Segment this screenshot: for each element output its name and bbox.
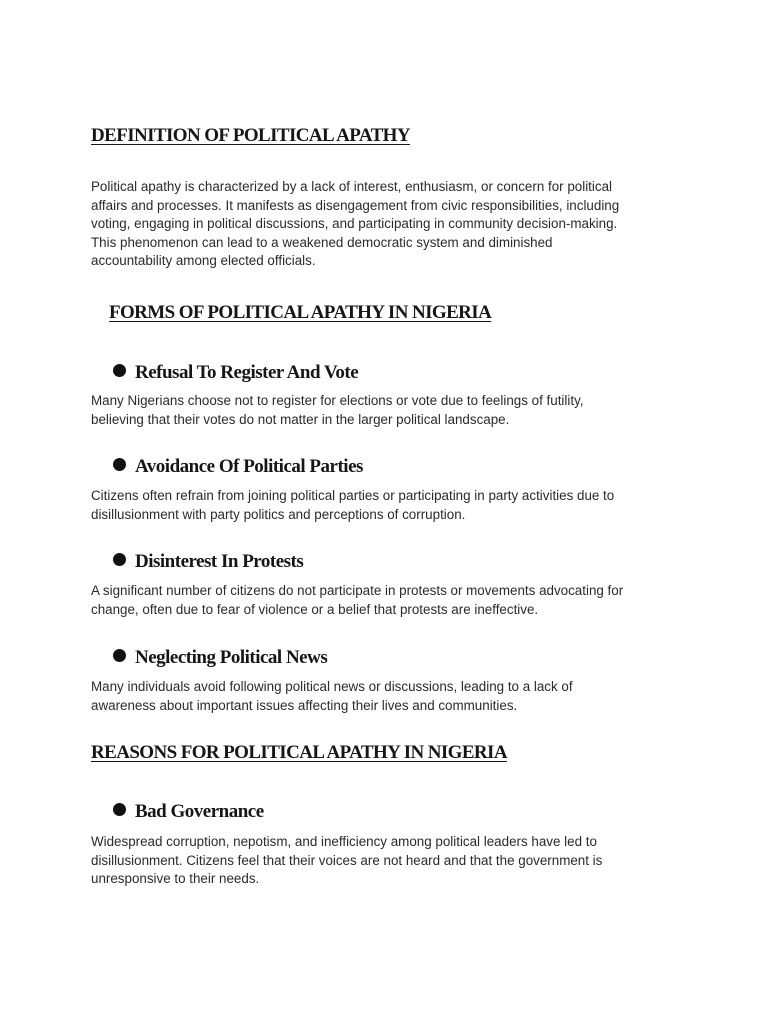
paragraph-line: awareness about important issues affecting their lives and communities.: [91, 697, 518, 713]
paragraph-line: Political apathy is characterized by a lack of interest, enthusiasm, or concern for political: [91, 179, 612, 194]
bullet-icon: [113, 458, 126, 471]
form-item-title: [113, 362, 358, 384]
form-item-title-text: Neglecting Political News: [135, 647, 328, 668]
paragraph-line: Many individuals avoid following political news or discussions, leading to a lack of: [91, 679, 573, 694]
paragraph-line: disillusionment with party politics and perceptions of corruption.: [91, 506, 466, 522]
paragraph-line: Widespread corruption, nepotism, and inefficiency among political leaders have led to: [91, 834, 597, 849]
form-item-title-text: Avoidance Of Political Parties: [135, 456, 363, 477]
form-item-title-text: Disinterest In Protests: [135, 551, 304, 572]
form-item-title: [113, 551, 303, 573]
paragraph-line: believing that their votes do not matter in the larger political landscape.: [91, 411, 510, 427]
paragraph-line: Many Nigerians choose not to register for elections or vote due to feelings of futility,: [91, 393, 584, 408]
paragraph-line: unresponsive to their needs.: [91, 871, 260, 886]
form-item-title-text: Refusal To Register And Vote: [135, 362, 359, 383]
bullet-icon: [113, 553, 126, 566]
reasons-heading: REASONS FOR POLITICAL APATHY IN NIGERIA: [91, 742, 507, 763]
form-item-description: [91, 582, 691, 619]
form-item-title: [113, 647, 327, 669]
forms-heading: FORMS OF POLITICAL APATHY IN NIGERIA: [109, 302, 492, 323]
definition-heading: DEFINITION OF POLITICAL APATHY: [91, 125, 410, 146]
bullet-icon: [113, 364, 126, 377]
paragraph-line: A significant number of citizens do not participate in protests or movements advocating for: [91, 583, 624, 598]
reason-item-title: [113, 801, 264, 823]
bullet-icon: [113, 803, 126, 816]
reason-item-title-text: Bad Governance: [135, 801, 264, 822]
paragraph-line: Citizens often refrain from joining political parties or participating in party activities due to: [91, 488, 615, 503]
definition-paragraph: [91, 178, 691, 271]
paragraph-line: accountability among elected officials.: [91, 253, 316, 268]
paragraph-line: disillusionment. Citizens feel that their voices are not heard and that the government is: [91, 852, 603, 868]
form-item-description: [91, 487, 691, 524]
form-item-description: [91, 678, 691, 715]
paragraph-line: This phenomenon can lead to a weakened democratic system and diminished: [91, 234, 553, 250]
paragraph-line: affairs and processes. It manifests as disengagement from civic responsibilities, including: [91, 197, 620, 213]
bullet-icon: [113, 649, 126, 662]
paragraph-line: voting, engaging in political discussions, and participating in community decision-making.: [91, 216, 618, 231]
form-item-description: [91, 392, 691, 429]
form-item-title: [113, 456, 363, 478]
reason-item-description: [91, 833, 691, 889]
paragraph-line: change, often due to fear of violence or a belief that protests are ineffective.: [91, 601, 539, 617]
